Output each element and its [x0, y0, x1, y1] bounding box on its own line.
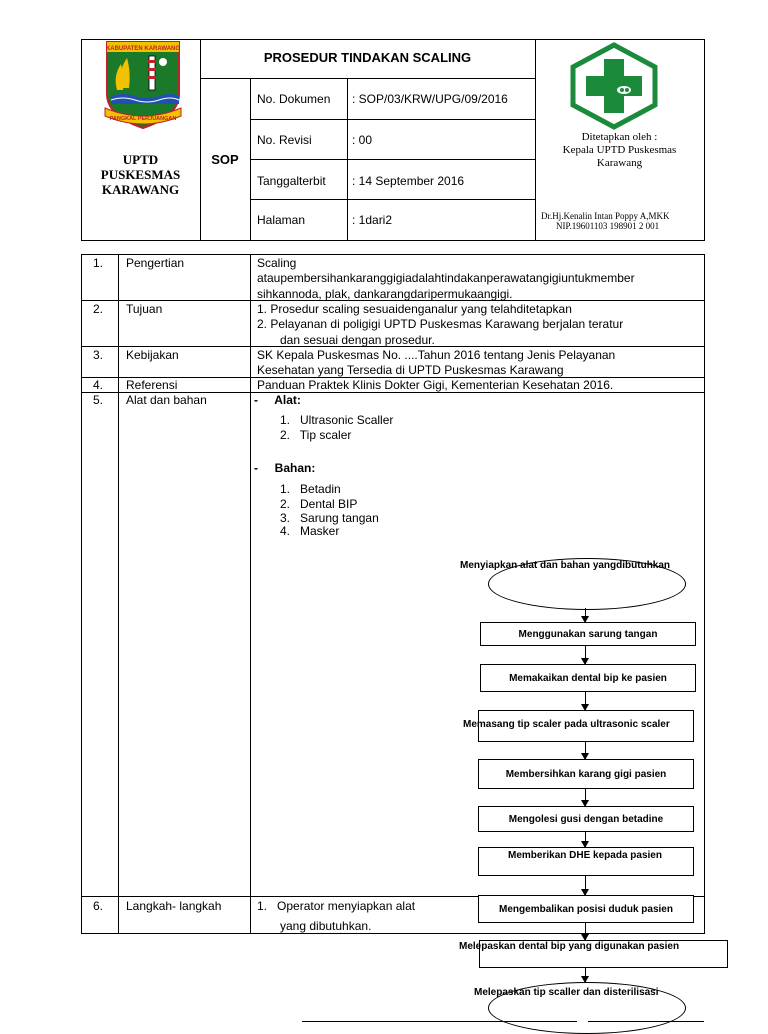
bahan-item-3: 3. Sarung tangan — [280, 511, 379, 525]
logo-ribbon-text: PANGKAL PERJUANGAN — [109, 116, 177, 122]
row-4-text: Panduan Praktek Klinis Dokter Gigi, Kementerian Kesehatan 2016. — [257, 378, 614, 392]
field-label-doc-number: No. Dokumen — [257, 92, 331, 106]
row-1-text-line-3: sihkannoda, plak, dankarangdaripermukaangigi. — [257, 287, 513, 301]
field-label-issue-date: Tanggalterbit — [257, 174, 326, 188]
flow-step-5: Mengolesi gusi dengan betadine — [478, 806, 694, 832]
flow-step-7: Mengembalikan posisi duduk pasien — [478, 895, 694, 923]
row-2-label: Tujuan — [126, 302, 163, 316]
row-2-item-2: 2. Pelayanan di poligigi UPTD Puskesmas Karawang berjalan teratur — [257, 317, 624, 331]
row-6-item-1-cont: yang dibutuhkan. — [280, 919, 372, 933]
document-title: PROSEDUR TINDAKAN SCALING — [263, 50, 472, 65]
row-2-item-1: 1. Prosedur scaling sesuaidenganalur yang telahditetapkan — [257, 302, 572, 316]
flow-step-4: Membersihkan karang gigi pasien — [478, 759, 694, 789]
row-4-label: Referensi — [126, 378, 178, 392]
ditetapkan-line-1: Ditetapkan oleh : — [581, 131, 658, 143]
row-3-number: 3. — [93, 348, 104, 362]
org-name-line-2: PUSKESMAS — [100, 167, 181, 182]
ditetapkan-line-2: Kepala UPTD Puskesmas — [562, 144, 677, 156]
karawang-regency-logo — [103, 38, 183, 130]
row-1-text-line-2: ataupembersihankaranggigiadalahtindakanperawatangigiuntukmember — [257, 271, 635, 285]
row-5-number: 5. — [93, 393, 104, 407]
row-6-number: 6. — [93, 899, 104, 913]
row-3-label: Kebijakan — [126, 348, 179, 362]
flow-step-6: Memberikan DHE kepada pasien — [508, 850, 662, 861]
bahan-item-1: 1. Betadin — [280, 482, 341, 496]
alat-item-2: 2. Tip scaler — [280, 428, 352, 442]
row-6-label: Langkah- langkah — [126, 899, 222, 913]
flow-step-1: Menggunakan sarung tangan — [480, 622, 696, 646]
row-1-number: 1. — [93, 256, 104, 270]
field-value-doc-number: : SOP/03/KRW/UPG/09/2016 — [352, 92, 508, 106]
row-1-label: Pengertian — [126, 256, 185, 270]
flow-step-2: Memakaikan dental bip ke pasien — [480, 664, 696, 692]
row-4-number: 4. — [93, 378, 104, 392]
field-value-revision: : 00 — [352, 133, 373, 147]
row-5-label: Alat dan bahan — [126, 393, 207, 407]
footer-line-2 — [588, 1021, 704, 1022]
flow-step-8: Melepaskan dental bip yang digunakan pasien — [459, 941, 680, 952]
bahan-heading: - Bahan: — [254, 461, 316, 475]
row-6-item-1: 1. Operator menyiapkan alat — [257, 899, 416, 913]
flow-end-label: Melepaskan tip scaller dan disterilisasi — [474, 987, 659, 998]
field-label-page: Halaman — [257, 213, 306, 227]
row-3-text-line-1: SK Kepala Puskesmas No. ....Tahun 2016 tentang Jenis Pelayanan — [257, 348, 616, 362]
org-name-line-1: UPTD — [122, 152, 159, 167]
field-label-revision: No. Revisi — [257, 133, 312, 147]
row-1-text-line-1: Scaling — [257, 256, 297, 270]
row-3-text-line-2: Kesehatan yang Tersedia di UPTD Puskesmas Karawang — [257, 363, 564, 377]
ditetapkan-line-3: Karawang — [596, 157, 643, 169]
alat-item-1: 1. Ultrasonic Scaller — [280, 413, 394, 427]
flow-step-3: Memasang tip scaler pada ultrasonic scaler — [463, 719, 670, 730]
bahan-item-2: 2. Dental BIP — [280, 497, 358, 511]
signatory-name: Dr.Hj.Kenalin Intan Poppy A,MKK — [541, 211, 670, 221]
puskesmas-cross-logo — [567, 42, 661, 130]
row-2-item-2-cont: dan sesuai dengan prosedur. — [280, 333, 435, 347]
field-value-page: : 1dari2 — [352, 213, 393, 227]
row-2-number: 2. — [93, 302, 104, 316]
org-name-line-3: KARAWANG — [101, 182, 180, 197]
logo-banner-text: KABUPATEN KARAWANG — [105, 46, 181, 52]
sop-label: SOP — [211, 152, 239, 167]
footer-line-1 — [302, 1021, 577, 1022]
flow-start-label: Menyiapkan alat dan bahan yangdibutuhkan — [460, 560, 671, 571]
signatory-nip: NIP.19601103 198901 2 001 — [556, 221, 660, 231]
alat-heading: - Alat: — [254, 393, 301, 407]
bahan-item-4: 4. Masker — [280, 524, 340, 538]
field-value-issue-date: : 14 September 2016 — [352, 174, 465, 188]
